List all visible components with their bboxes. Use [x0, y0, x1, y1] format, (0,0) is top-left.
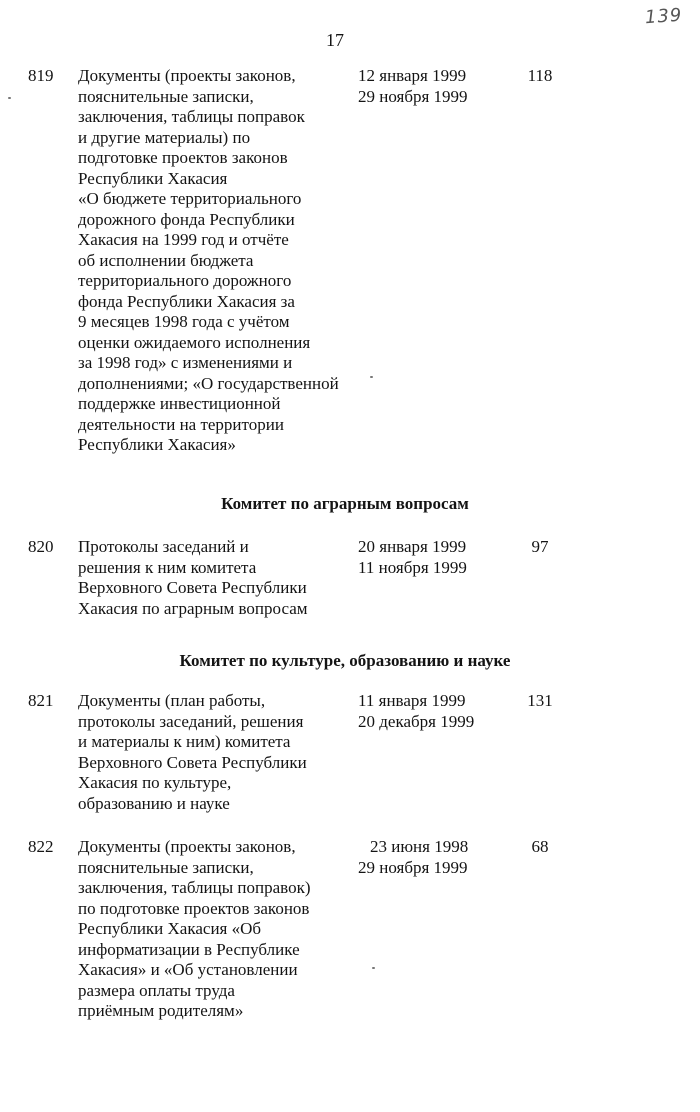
date-end: 29 ноября 1999 — [358, 86, 468, 106]
description-line: поддержке инвестиционной — [78, 394, 281, 413]
description-line: фонда Республики Хакасия за — [78, 291, 295, 311]
description-line: заключения, таблицы поправок — [78, 107, 305, 126]
description-line: по подготовке проектов законов — [78, 898, 310, 918]
description-line: решения к ним комитета — [78, 557, 257, 577]
description-line: Хакасия на 1999 год и отчёте — [78, 230, 289, 249]
description-line: Республики Хакасия — [78, 168, 228, 188]
date-start: 23 июня 1998 — [370, 837, 469, 856]
description-line: за 1998 год» с изменениями и — [78, 353, 293, 372]
entry-number: 820 — [28, 537, 54, 556]
description-line: об исполнении бюджета — [78, 250, 254, 270]
description-line: Документы (проекты законов, — [78, 837, 296, 856]
description-line: Документы (план работы, — [78, 691, 266, 710]
description-line: подготовке проектов законов — [78, 148, 288, 167]
description-line: «О бюджете территориального — [78, 189, 302, 208]
scan-speck — [370, 376, 373, 378]
entry-number: 822 — [28, 837, 54, 856]
description-line: Хакасия по аграрным вопросам — [78, 598, 308, 618]
description-line: оценки ожидаемого исполнения — [78, 332, 311, 352]
description-line: приёмным родителям» — [78, 1001, 244, 1020]
description-line: дополнениями; «О государственной — [78, 373, 339, 393]
description-line: Хакасия по культуре, — [78, 773, 232, 792]
entry-description — [78, 837, 353, 1022]
description-line: Республики Хакасия «Об — [78, 919, 262, 938]
description-line: образованию и науке — [78, 793, 230, 813]
description-line: размера оплаты труда — [78, 980, 235, 1000]
date-end: 29 ноября 1999 — [358, 857, 468, 877]
sheet-count: 131 — [527, 691, 553, 710]
sheet-count: 118 — [527, 66, 553, 85]
page-number: 17 — [326, 30, 344, 50]
entry-dates — [358, 691, 488, 732]
entry-number: 821 — [28, 691, 54, 710]
description-line: Верховного Совета Республики — [78, 752, 307, 772]
date-start: 11 января 1999 — [358, 691, 466, 710]
description-line: Республики Хакасия» — [78, 435, 236, 454]
description-line: Хакасия» и «Об установлении — [78, 960, 298, 979]
scan-speck — [372, 967, 375, 969]
sheet-count: 97 — [531, 537, 549, 556]
description-line: пояснительные записки, — [78, 86, 254, 106]
entry-dates — [358, 837, 488, 878]
description-line: 9 месяцев 1998 года с учётом — [78, 312, 290, 331]
scan-speck — [8, 97, 11, 99]
description-line: дорожного фонда Республики — [78, 209, 295, 229]
sheet-count: 68 — [531, 837, 549, 856]
description-line: территориального дорожного — [78, 271, 292, 290]
description-line: Протоколы заседаний и — [78, 537, 249, 556]
entry-dates — [358, 66, 488, 107]
date-start: 20 января 1999 — [358, 537, 467, 556]
section-heading-culture: Комитет по культуре, образованию и науке — [179, 651, 511, 670]
description-line: протоколы заседаний, решения — [78, 711, 304, 731]
description-line: и другие материалы) по — [78, 127, 251, 147]
date-end: 11 ноября 1999 — [358, 557, 467, 577]
date-start: 12 января 1999 — [358, 66, 467, 85]
description-line: деятельности на территории — [78, 414, 284, 434]
entry-dates — [358, 537, 488, 578]
entry-description — [78, 691, 353, 814]
description-line: пояснительные записки, — [78, 857, 254, 877]
description-line: Документы (проекты законов, — [78, 66, 296, 85]
description-line: и материалы к ним) комитета — [78, 732, 291, 751]
handwritten-sheet-number: 139 — [644, 4, 684, 29]
section-heading-agrarian: Комитет по аграрным вопросам — [221, 494, 469, 513]
description-line: заключения, таблицы поправок) — [78, 878, 311, 897]
entry-description — [78, 537, 353, 619]
description-line: информатизации в Республике — [78, 939, 300, 959]
entry-description — [78, 66, 353, 456]
date-end: 20 декабря 1999 — [358, 711, 475, 731]
entry-number: 819 — [28, 66, 54, 85]
description-line: Верховного Совета Республики — [78, 578, 307, 597]
